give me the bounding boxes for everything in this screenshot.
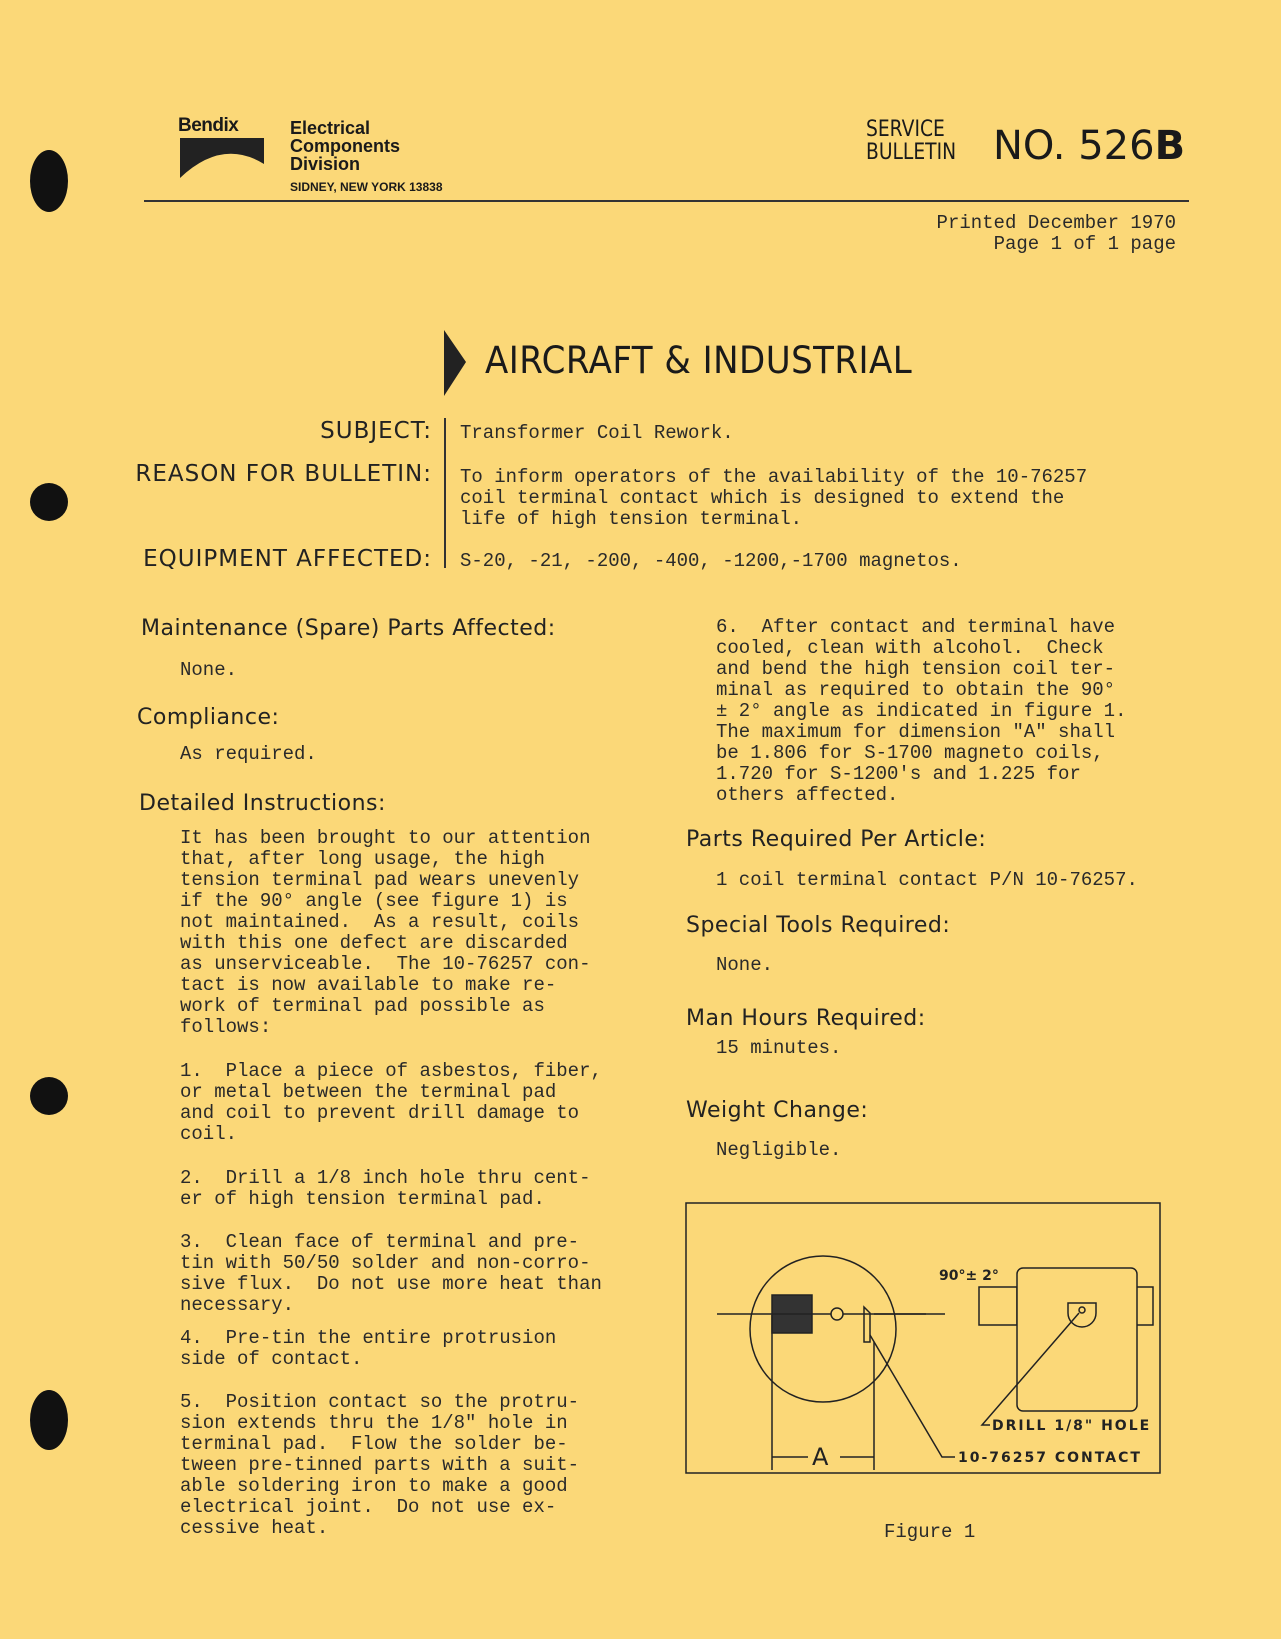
step-2: 2. Drill a 1/8 inch hole thru cent- er of high tension terminal pad. xyxy=(180,1167,591,1210)
bulletin-label-line: BULLETIN xyxy=(866,140,957,165)
equipment-value: S-20, -21, -200, -400, -1200,-1700 magnetos. xyxy=(460,550,962,572)
tools-heading: Special Tools Required: xyxy=(686,913,951,938)
category-title: AIRCRAFT & INDUSTRIAL xyxy=(485,339,913,382)
left-tab xyxy=(979,1287,1017,1325)
drill-label: DRILL 1/8" HOLE xyxy=(992,1418,1152,1434)
reason-value: To inform operators of the availability of the 10-76257 coil terminal contact which is designed to extend the life of high tension terminal. xyxy=(460,466,1088,530)
contact-terminal xyxy=(864,1307,870,1342)
binder-hole xyxy=(30,1077,68,1115)
reason-label: REASON FOR BULLETIN: xyxy=(135,461,432,487)
weight-text: Negligible. xyxy=(716,1139,842,1161)
contact-leader-line xyxy=(870,1335,955,1457)
bulletin-label-line: SERVICE xyxy=(866,117,945,142)
step-6: 6. After contact and terminal have cooled, clean with alcohol. Check and bend the high tension coil ter- minal as required to obtain the 90° ± 2° angle as indicated in figure 1. The maximum for dimension "A" shall be 1.806 for S-1700 magneto coils, 1.720 for S-1200's and 1.225 for others affected. xyxy=(716,616,1127,806)
step-4: 4. Pre-tin the entire protrusion side of contact. xyxy=(180,1327,557,1370)
bendix-logo xyxy=(178,115,268,188)
contact-label: 10-76257 CONTACT xyxy=(958,1450,1142,1466)
step-1: 1. Place a piece of asbestos, fiber, or metal between the terminal pad and coil to prevent drill damage to coil. xyxy=(180,1060,602,1145)
figure-1-diagram xyxy=(680,1195,1190,1485)
division-line: Components xyxy=(290,136,400,156)
binder-hole xyxy=(30,483,68,521)
header-rule xyxy=(144,200,1189,202)
step-3: 3. Clean face of terminal and pre- tin with 50/50 solder and non-corro- sive flux. Do not use more heat than necessary. xyxy=(180,1231,602,1316)
printed-date: Printed December 1970 xyxy=(936,212,1176,234)
bulletin-label xyxy=(866,118,956,164)
address: SIDNEY, NEW YORK 13838 xyxy=(290,180,443,194)
compliance-heading: Compliance: xyxy=(137,705,280,730)
step-5: 5. Position contact so the protru- sion extends thru the 1/8" hole in terminal pad. Flow the solder be- tween pre-tinned parts with a suit- able soldering iron to make a good electrical joint. Do not use ex- cessive heat. xyxy=(180,1391,580,1539)
maintenance-heading: Maintenance (Spare) Parts Affected: xyxy=(141,616,556,641)
compliance-text: As required. xyxy=(180,743,317,765)
division-name xyxy=(290,119,400,173)
division-line: Electrical xyxy=(290,118,371,138)
hours-heading: Man Hours Required: xyxy=(686,1006,926,1031)
dimension-a-label: A xyxy=(812,1443,829,1471)
angle-label: 90°± 2° xyxy=(939,1268,999,1284)
figure-caption: Figure 1 xyxy=(884,1521,976,1543)
detailed-heading: Detailed Instructions: xyxy=(139,791,386,816)
weight-heading: Weight Change: xyxy=(686,1098,869,1123)
binder-hole xyxy=(30,1390,68,1450)
parts-text: 1 coil terminal contact P/N 10-76257. xyxy=(716,869,1138,891)
brand-name: Bendix xyxy=(178,115,239,136)
tools-text: None. xyxy=(716,954,774,976)
bulletin-number-text: NO. 526 xyxy=(993,123,1155,169)
bulletin-number xyxy=(993,123,1185,169)
parts-heading: Parts Required Per Article: xyxy=(686,827,987,852)
instructions-intro: It has been brought to our attention that, after long usage, the high tension terminal pad wears unevenly if the 90° angle (see figure 1) is not maintained. As a result, coils with this one defect are discarded as unserviceable. The 10-76257 con- tact is now available to make re- work of terminal pad possible as follows: xyxy=(180,827,591,1038)
division-line: Division xyxy=(290,154,361,174)
hours-text: 15 minutes. xyxy=(716,1037,842,1059)
maintenance-text: None. xyxy=(180,659,238,681)
equipment-label: EQUIPMENT AFFECTED: xyxy=(143,546,432,572)
page-count: Page 1 of 1 page xyxy=(993,233,1176,255)
subject-label: SUBJECT: xyxy=(320,418,432,444)
subject-value: Transformer Coil Rework. xyxy=(460,422,734,444)
terminal-pad-body xyxy=(1017,1268,1137,1411)
binder-hole xyxy=(30,150,68,212)
field-divider xyxy=(444,418,446,568)
terminal-hole xyxy=(831,1308,843,1320)
print-info xyxy=(937,213,1176,255)
bulletin-suffix: B xyxy=(1154,123,1186,169)
arrow-marker-icon xyxy=(440,328,470,398)
